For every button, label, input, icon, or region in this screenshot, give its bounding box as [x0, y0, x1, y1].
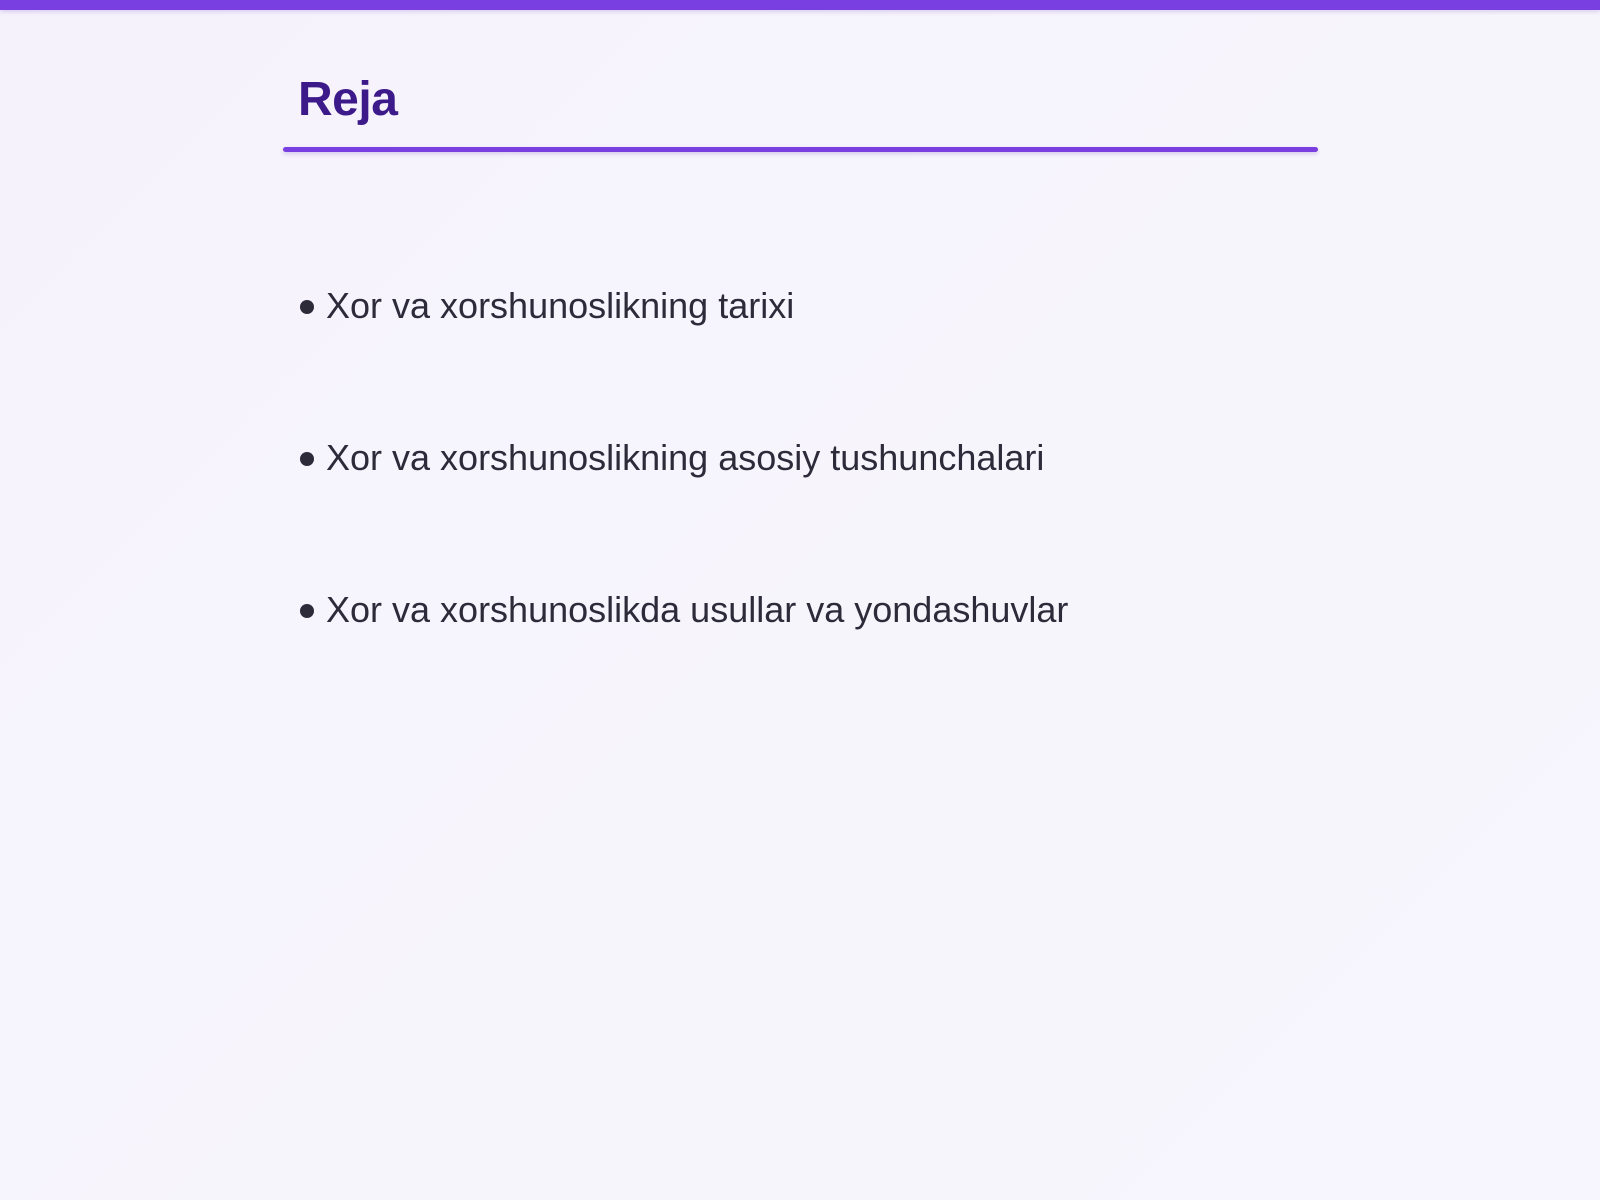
bullet-text: Xor va xorshunoslikning asosiy tushunchalari: [326, 437, 1045, 478]
bullet-text: Xor va xorshunoslikda usullar va yondashuvlar: [326, 589, 1069, 630]
bullet-item: [300, 432, 1068, 584]
top-accent-bar: [0, 0, 1600, 10]
slide-title: Reja: [298, 73, 398, 126]
bullet-item: [300, 280, 1068, 432]
bullet-item: [300, 584, 1068, 736]
bullet-list: [300, 280, 1068, 736]
bullet-dot-icon: [300, 604, 314, 618]
title-underline: [283, 147, 1318, 152]
bullet-text: Xor va xorshunoslikning tarixi: [326, 285, 795, 326]
bullet-dot-icon: [300, 300, 314, 314]
bullet-dot-icon: [300, 452, 314, 466]
